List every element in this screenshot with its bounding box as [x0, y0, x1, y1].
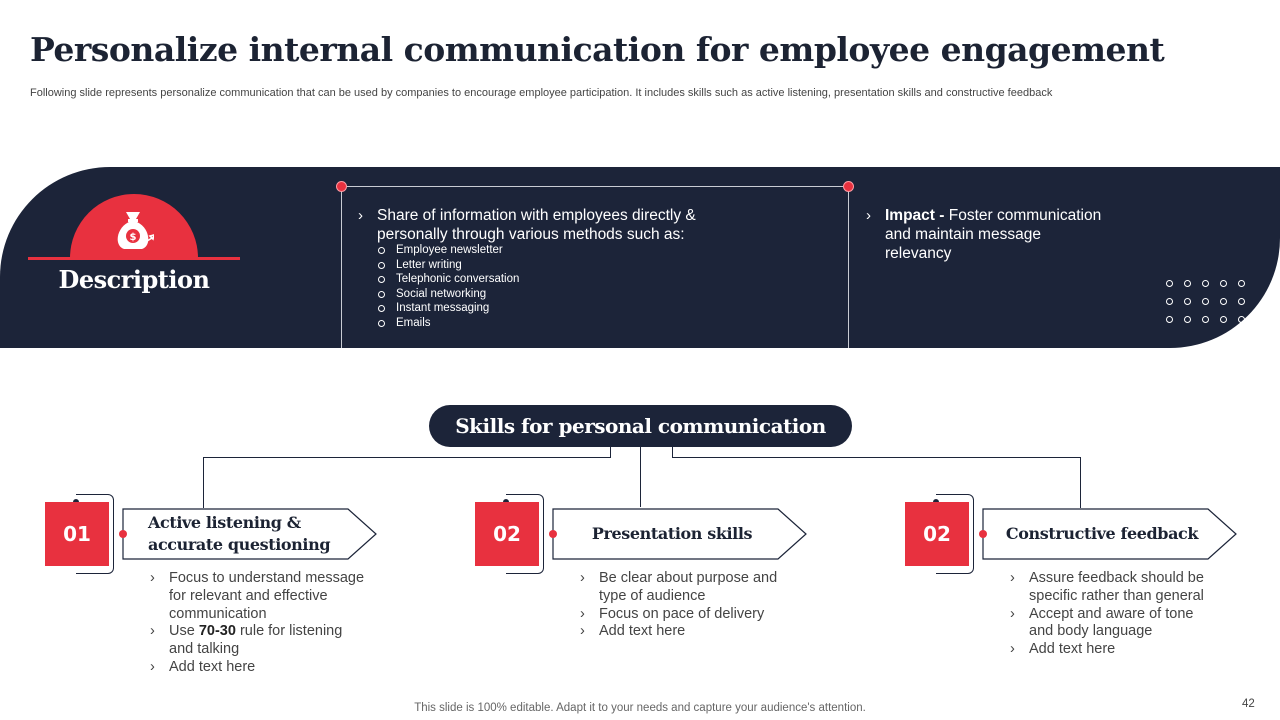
frame-dot-left — [336, 181, 347, 192]
list-item: › Focus on pace of delivery — [580, 606, 795, 624]
impact-description: Foster communication and maintain message relevancy — [885, 207, 1102, 262]
slide-title: Personalize internal communication for employee engagement — [30, 30, 1165, 69]
impact-text — [866, 206, 1106, 263]
description-underline — [28, 257, 240, 260]
chevron-right-icon: › — [358, 207, 363, 224]
skill-label: Constructive feedback — [1005, 524, 1199, 543]
list-item: › Assure feedback should be specific rather than general — [1010, 570, 1220, 606]
svg-text:$: $ — [129, 232, 137, 243]
list-item: › Focus to understand message for relevant and effective communication — [150, 570, 365, 623]
skill-number-badge: 01 — [45, 502, 109, 566]
list-item: Instant messaging — [378, 301, 519, 316]
money-bag-icon — [112, 208, 154, 252]
connector-line — [672, 457, 1080, 458]
skill-number-badge: 02 — [475, 502, 539, 566]
list-item: › Add text here — [1010, 641, 1220, 659]
slide-subtitle: Following slide represents personalize communication that can be used by companies to encourage employee participation. It includes skills such as active listening, presentation skills and constructive feedback — [30, 87, 1053, 99]
connector-line — [203, 457, 204, 508]
list-item: › Accept and aware of tone and body language — [1010, 606, 1220, 642]
list-item: Emails — [378, 316, 519, 331]
connector-line — [610, 447, 611, 457]
impact-label: Impact - — [885, 207, 945, 224]
methods-list — [378, 243, 519, 330]
arrow-dot — [119, 530, 127, 538]
list-item: Social networking — [378, 287, 519, 302]
connector-line — [203, 457, 611, 458]
list-item: › Be clear about purpose and type of audience — [580, 570, 795, 606]
frame-dot-right — [843, 181, 854, 192]
decorative-dots — [1166, 280, 1245, 323]
connector-line — [640, 447, 641, 507]
footer-note: This slide is 100% editable. Adapt it to your needs and capture your audience's attention. — [414, 702, 866, 714]
skill-label-arrow — [122, 508, 378, 560]
skill-label-arrow — [982, 508, 1238, 560]
list-item: Telephonic conversation — [378, 272, 519, 287]
connector-line — [672, 447, 673, 457]
skill-bullets — [580, 570, 795, 641]
skill-label: Active listening & accurate questioning — [148, 513, 331, 554]
list-item: Letter writing — [378, 258, 519, 273]
skill-bullets — [150, 570, 365, 677]
list-item: › Use 70-30 rule for listening and talking — [150, 623, 365, 659]
chevron-right-icon: › — [866, 207, 871, 224]
page-number: 42 — [1242, 698, 1255, 710]
list-item: › Add text here — [150, 659, 365, 677]
skill-label-arrow — [552, 508, 808, 560]
connector-line — [1080, 457, 1081, 508]
skill-label: Presentation skills — [591, 524, 753, 543]
list-item: › Add text here — [580, 623, 795, 641]
skill-bullets — [1010, 570, 1220, 659]
arrow-dot — [549, 530, 557, 538]
list-item: Employee newsletter — [378, 243, 519, 258]
skill-number-badge: 02 — [905, 502, 969, 566]
arrow-dot — [979, 530, 987, 538]
share-info-text: › Share of information with employees directly & personally through various methods such as: — [358, 207, 696, 243]
skills-title-pill: Skills for personal communication — [429, 405, 852, 447]
description-title: Description — [58, 265, 210, 294]
